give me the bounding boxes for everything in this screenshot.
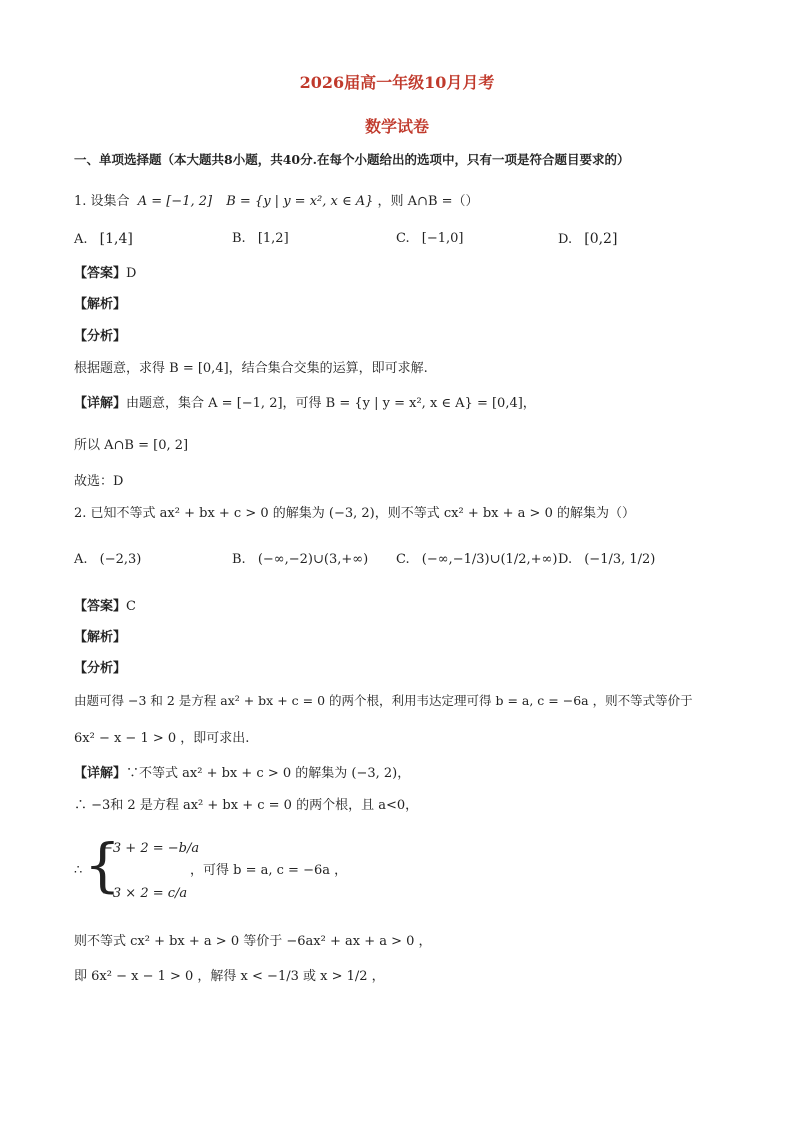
answer-tag: 【答案】 (74, 266, 127, 281)
option-label: B. (232, 552, 246, 567)
q1-option-c (396, 230, 463, 248)
q1-stem-prefix: 1. 设集合 (74, 194, 130, 209)
option-value: [1,4] (99, 231, 133, 247)
option-value: (−1/3, 1/2) (584, 552, 656, 567)
option-value: (−∞,−2)∪(3,+∞) (257, 552, 369, 567)
option-value: (−∞,−1/3)∪(1/2,+∞) (421, 552, 558, 567)
q2-analysis-tag: 【解析】 (74, 630, 127, 645)
option-label: C. (396, 552, 410, 567)
therefore-symbol: ∴ (74, 863, 83, 878)
q2-fenxi-line1: 由题可得 −3 和 2 是方程 ax² + bx + c = 0 的两个根，利用韦达定理可得 b = a, c = −6a ，则不等式等价于 (74, 693, 693, 708)
q2-detail-line3: 则不等式 cx² + bx + a > 0 等价于 −6ax² + ax + a > 0 ， (74, 934, 432, 949)
q2-option-d (558, 551, 655, 569)
q2-detail-line2: ∴ −3和 2 是方程 ax² + bx + c = 0 的两个根，且 a<0， (74, 798, 419, 813)
q1-stem-suffix: ，则 A∩B =（） (377, 194, 479, 209)
q2-option-b (232, 551, 368, 569)
q1-analysis-tag: 【解析】 (74, 297, 127, 312)
q2-fenxi-line2: 6x² − x − 1 > 0 ，即可求出. (74, 731, 250, 746)
q2-option-a (74, 551, 141, 569)
q1-detail-line2: 所以 A∩B = [0, 2] (74, 438, 189, 453)
option-label: D. (558, 552, 573, 567)
option-label: A. (74, 552, 88, 567)
q1-option-a (74, 230, 133, 249)
section-heading: 一、单项选择题（本大题共8小题，共40分.在每个小题给出的选项中，只有一项是符合题目要求的） (74, 152, 630, 167)
q1-fenxi-tag: 【分析】 (74, 329, 127, 344)
q1-choose: 故选：D (74, 474, 124, 489)
q2-stem: 2. 已知不等式 ax² + bx + c > 0 的解集为 (−3, 2)，则不等式 cx² + bx + a > 0 的解集为（） (74, 506, 635, 521)
q2-answer (74, 598, 136, 616)
system-eq2: −3 × 2 = c/a (102, 886, 188, 901)
answer-tag: 【答案】 (74, 599, 127, 614)
q2-option-c (396, 551, 557, 569)
q1-stem (74, 193, 479, 211)
q1-option-b (232, 230, 289, 248)
q1-set-a: A = [−1, 2] (137, 194, 213, 209)
option-label: C. (396, 231, 410, 246)
option-value: [0,2] (584, 231, 618, 247)
system-result: ，可得 b = a, c = −6a ， (190, 863, 348, 878)
option-value: [1,2] (257, 231, 289, 246)
option-value: [−1,0] (421, 231, 464, 246)
option-label: A. (74, 232, 88, 247)
q1-set-b: B = {y | y = x², x ∈ A} (226, 194, 374, 209)
detail-text: 由题意，集合 A = [−1, 2]，可得 B = {y | y = x², x ∈ A} = [0,4]， (126, 396, 536, 411)
system-eq1: −3 + 2 = −b/a (102, 841, 200, 856)
option-value: (−2,3) (99, 552, 142, 567)
q1-option-d (558, 230, 617, 249)
page-subtitle: 数学试卷 (364, 117, 429, 136)
q2-detail-line1 (74, 765, 410, 783)
detail-tag: 【详解】 (74, 396, 127, 411)
option-label: B. (232, 231, 246, 246)
page-title: 2026届高一年级10月月考 (299, 73, 495, 92)
q1-answer (74, 265, 136, 283)
q2-detail-line4: 即 6x² − x − 1 > 0 ，解得 x < −1/3 或 x > 1/2 ， (74, 969, 385, 984)
q1-fenxi-text: 根据题意，求得 B = [0,4]，结合集合交集的运算，即可求解. (74, 361, 428, 376)
option-label: D. (558, 232, 573, 247)
answer-value: D (126, 266, 137, 281)
detail-tag: 【详解】 (74, 766, 127, 781)
detail-text: ∵不等式 ax² + bx + c > 0 的解集为 (−3, 2)， (126, 766, 411, 781)
q2-fenxi-tag: 【分析】 (74, 661, 127, 676)
q1-detail-line1 (74, 395, 536, 413)
system-brace: { (84, 831, 121, 899)
answer-value: C (126, 599, 136, 614)
